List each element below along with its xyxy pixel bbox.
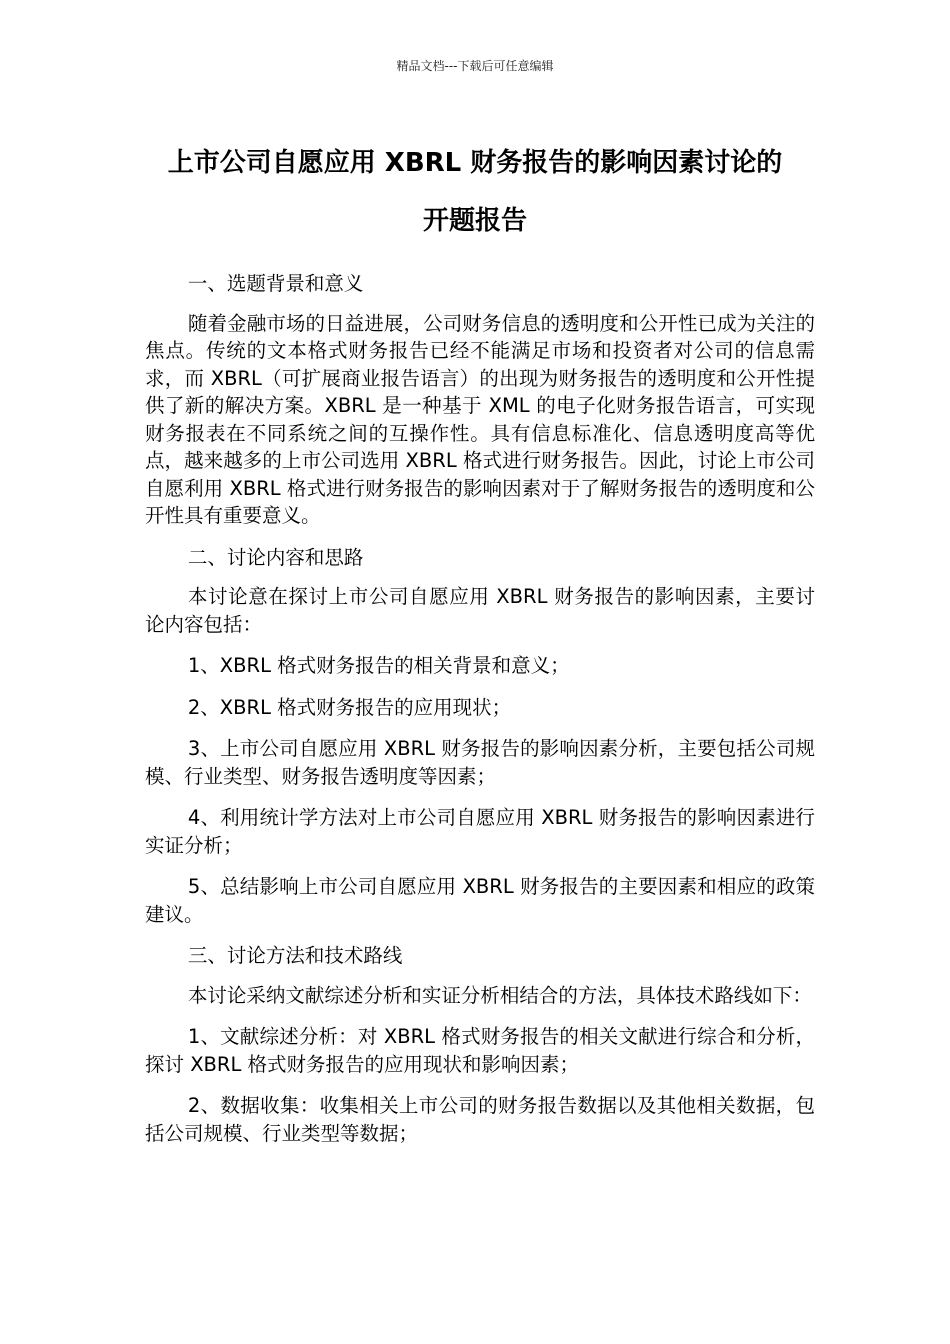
list-item: 2、数据收集：收集相关上市公司的财务报告数据以及其他相关数据，包括公司规模、行业类型等数据； [145, 1094, 815, 1145]
list-item: 3、上市公司自愿应用 XBRL 财务报告的影响因素分析，主要包括公司规模、行业类型、财务报告透明度等因素； [145, 737, 815, 788]
list-item: 1、文献综述分析：对 XBRL 格式财务报告的相关文献进行综合和分析，探讨 XBRL 格式财务报告的应用现状和影响因素； [145, 1025, 815, 1076]
section-1-paragraph: 随着金融市场的日益进展，公司财务信息的透明度和公开性已成为关注的焦点。传统的文本格式财务报告已经不能满足市场和投资者对公司的信息需求，而 XBRL（可扩展商业报告语言）的出现为财务报告的透明度和公开性提供了新的解决方案。XBRL 是一种基于 XML 的电子化财务报告语言，可实现财务报表在不同系统之间的互操作性。具有信息标准化、信息透明度高等优点，越来越多的上市公司选用 XBRL 格式进行财务报告。因此，讨论上市公司自愿利用 XBRL 格式进行财务报告的影响因素对于了解财务报告的透明度和公开性具有重要意义。 [145, 311, 815, 527]
title-line-1: 上市公司自愿应用 XBRL 财务报告的影响因素讨论的 [167, 148, 783, 178]
section-3-intro: 本讨论采纳文献综述分析和实证分析相结合的方法，具体技术路线如下： [187, 983, 812, 1007]
list-item: 5、总结影响上市公司自愿应用 XBRL 财务报告的主要因素和相应的政策建议。 [145, 875, 815, 926]
list-item: 2、XBRL 格式财务报告的应用现状； [187, 695, 512, 719]
section-2-intro: 本讨论意在探讨上市公司自愿应用 XBRL 财务报告的影响因素，主要讨论内容包括： [145, 585, 815, 636]
list-item: 4、利用统计学方法对上市公司自愿应用 XBRL 财务报告的影响因素进行实证分析； [145, 806, 815, 857]
header-note: 精品文档---下载后可任意编辑 [396, 59, 554, 73]
section-heading-3: 三、讨论方法和技术路线 [187, 944, 403, 967]
title-line-2: 开题报告 [422, 206, 527, 236]
document-title [130, 134, 820, 250]
section-heading-2: 二、讨论内容和思路 [187, 545, 364, 569]
document-body [145, 270, 815, 1161]
section-heading-1: 一、选题背景和意义 [187, 272, 364, 295]
list-item: 1、XBRL 格式财务报告的相关背景和意义； [187, 654, 570, 677]
